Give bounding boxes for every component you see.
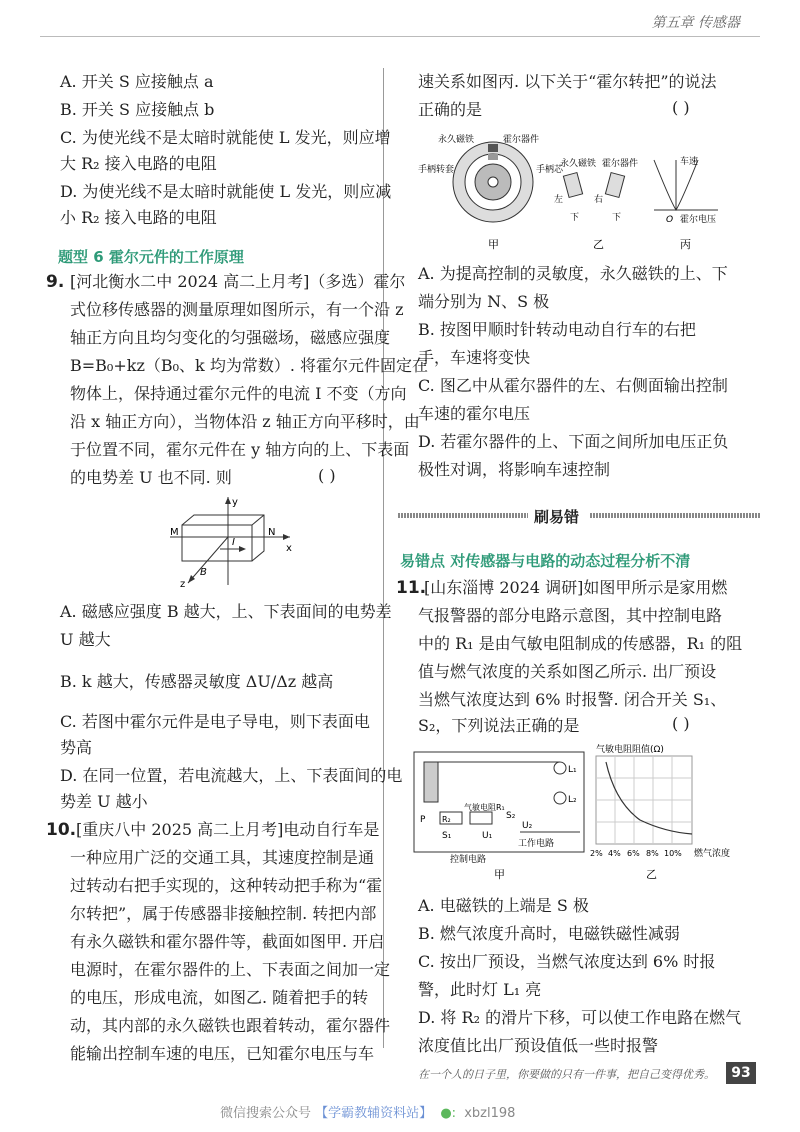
q9-line: [河北衡水二中 2024 高二上月考]（多选）霍尔 <box>70 272 406 291</box>
gas-resistance-graph <box>596 756 692 844</box>
q9-option-a: A. 磁感应强度 B 越大，上、下表面间的电势差 <box>60 602 392 621</box>
label-left: 左 <box>554 195 564 205</box>
footer-motto: 在一个人的日子里，你要做的只有一件事，把自己变得优秀。 <box>418 1068 715 1081</box>
q11-line: [山东淄博 2024 调研]如图甲所示是家用燃 <box>424 578 728 597</box>
q10-option-c-cont: 车速的霍尔电压 <box>418 404 531 423</box>
graph-xlabel: 燃气浓度 <box>694 849 731 859</box>
label-work-circuit: 工作电路 <box>518 839 555 849</box>
label-P: P <box>420 815 426 825</box>
q9-option-d: D. 在同一位置，若电流越大，上、下表面间的电 <box>60 766 403 785</box>
label-B: B <box>200 567 207 578</box>
q8-option-c-cont: 大 R₂ 接入电路的电阻 <box>60 154 217 173</box>
q10-line: 尔转把”，属于传感器非接触控制. 转把内部 <box>70 904 377 923</box>
label-hall-voltage: 霍尔电压 <box>680 215 717 225</box>
column-divider <box>383 68 384 1048</box>
axis-x-label: x <box>286 543 292 554</box>
error-section-heading: 易错点 对传感器与电路的动态过程分析不清 <box>400 552 691 570</box>
q9-number: 9. <box>46 272 65 292</box>
q9-option-b: B. k 越大，传感器灵敏度 ΔU/Δz 越高 <box>60 672 334 691</box>
q9-option-d-cont: 势差 U 越小 <box>60 792 148 811</box>
q9-line: 式位移传感器的测量原理如图所示，有一个沿 z <box>70 300 404 319</box>
q11-answer-paren: ( ) <box>672 714 690 733</box>
graph-ylabel: 气敏电阻阻值(Ω) <box>596 745 664 755</box>
tick-4pct: 4% <box>608 849 621 858</box>
q10-option-b-cont: 手，车速将变快 <box>418 348 531 367</box>
label-down: 下 <box>570 213 580 223</box>
band-left-rule <box>398 513 528 518</box>
q9-line: 于位置不同，霍尔元件在 y 轴方向的上、下表面 <box>70 440 410 459</box>
label-I: I <box>232 537 235 548</box>
label-gas-resistor: 气敏电阻R₁ <box>464 803 505 812</box>
q10-line: [重庆八中 2025 高二上月考]电动自行车是 <box>76 820 380 839</box>
label-core: 手柄芯 <box>536 165 564 175</box>
label-right: 右 <box>594 195 604 205</box>
q11-number: 11. <box>396 578 427 598</box>
q10-option-b: B. 按图甲顺时针转动电动自行车的右把 <box>418 320 696 339</box>
label-hall: 霍尔器件 <box>503 135 540 145</box>
q8-option-c: C. 为使光线不是太暗时就能使 L 发光，则应增 <box>60 128 391 147</box>
q11-option-c: C. 按出厂预设，当燃气浓度达到 6% 时报 <box>418 952 716 971</box>
label-S1: S₁ <box>442 831 452 841</box>
q11-option-c-cont: 警，此时灯 L₁ 亮 <box>418 980 542 999</box>
label-R2: R₂ <box>442 815 451 824</box>
hall-element-figure <box>160 495 300 590</box>
tick-10pct: 10% <box>664 849 682 858</box>
q10-line: 有永久磁铁和霍尔器件等，截面如图甲. 开启 <box>70 932 385 951</box>
q9-line: 物体上，保持通过霍尔元件的电流 I 不变（方向 <box>70 384 407 403</box>
label-L1: L₁ <box>568 765 577 775</box>
q9-line: B=B₀+kz（B₀、k 均为常数）. 将霍尔元件固定在 <box>70 356 428 375</box>
page-number: 93 <box>726 1062 756 1084</box>
label-L2: L₂ <box>568 795 577 805</box>
label-U2: U₂ <box>522 821 533 831</box>
q11-option-d: D. 将 R₂ 的滑片下移，可以使工作电路在燃气 <box>418 1008 742 1027</box>
q8-option-a: A. 开关 S 应接触点 a <box>60 72 214 91</box>
q10-option-a: A. 为提高控制的灵敏度，永久磁铁的上、下 <box>418 264 728 283</box>
watermark-id: xbzl198 <box>464 1106 516 1121</box>
header-rule <box>40 36 760 37</box>
q10-option-a-cont: 端分别为 N、S 极 <box>418 292 550 311</box>
q10-option-d: D. 若霍尔器件的上、下面之间所加电压正负 <box>418 432 729 451</box>
caption-yi: 乙 <box>593 238 604 251</box>
q8-option-d-cont: 小 R₂ 接入电路的电阻 <box>60 208 217 227</box>
q10-line: 一种应用广泛的交通工具，其速度控制是通 <box>70 848 375 867</box>
label-hall-2: 霍尔器件 <box>602 159 639 169</box>
q9-option-c-cont: 势高 <box>60 738 93 757</box>
q11-option-d-cont: 浓度值比出厂预设值低一些时报警 <box>418 1036 659 1055</box>
q9-line: 轴正方向且均匀变化的匀强磁场，磁感应强度 <box>70 328 391 347</box>
chapter-header: 第五章 传感器 <box>651 15 740 31</box>
q9-answer-paren: ( ) <box>318 466 336 485</box>
q10-option-c: C. 图乙中从霍尔器件的左、右侧面输出控制 <box>418 376 728 395</box>
q10-cont-line: 速关系如图丙. 以下关于“霍尔转把”的说法 <box>418 72 717 91</box>
watermark-site: 【学霸教辅资料站】 <box>315 1106 433 1121</box>
caption-jia: 甲 <box>488 238 499 251</box>
band-title: 刷易错 <box>534 508 580 526</box>
label-speed: 车速 <box>680 157 699 167</box>
label-M: M <box>170 527 179 538</box>
q10-line: 能输出控制车速的电压，已知霍尔电压与车 <box>70 1044 375 1063</box>
q11-line: 当燃气浓度达到 6% 时报警. 闭合开关 S₁、 <box>418 690 727 709</box>
caption-bing: 丙 <box>680 238 691 251</box>
wechat-icon: ●: <box>440 1106 457 1121</box>
q10-line: 的电压，形成电流，如图乙. 随着把手的转 <box>70 988 369 1007</box>
hall-throttle-figure <box>418 130 728 252</box>
q9-line: 沿 x 轴正方向），当物体沿 z 轴正方向平移时，由 <box>70 412 420 431</box>
q9-line: 的电势差 U 也不同. 则 <box>70 468 232 487</box>
q11-option-b: B. 燃气浓度升高时，电磁铁磁性减弱 <box>418 924 680 943</box>
watermark-wechat: 微信搜索公众号 <box>220 1106 312 1121</box>
q11-option-a: A. 电磁铁的上端是 S 极 <box>418 896 589 915</box>
q11-line: 气报警器的部分电路示意图，其中控制电路 <box>418 606 723 625</box>
watermark <box>220 1102 515 1121</box>
label-down-2: 下 <box>612 213 622 223</box>
q10-line: 动，其内部的永久磁铁也跟着转动，霍尔器件 <box>70 1016 391 1035</box>
section-heading-6: 题型 6 霍尔元件的工作原理 <box>58 248 244 266</box>
tick-6pct: 6% <box>627 849 640 858</box>
axis-y-label: y <box>232 497 238 508</box>
label-origin: O <box>666 215 674 225</box>
label-control-circuit: 控制电路 <box>450 855 487 865</box>
label-U1: U₁ <box>482 831 493 841</box>
band-right-rule <box>590 513 760 518</box>
label-N: N <box>268 527 276 538</box>
caption-q11-yi: 乙 <box>646 868 657 881</box>
q9-option-c: C. 若图中霍尔元件是电子导电，则下表面电 <box>60 712 370 731</box>
q10-answer-paren: ( ) <box>672 98 690 117</box>
q8-option-d: D. 为使光线不是太暗时就能使 L 发光，则应减 <box>60 182 392 201</box>
q8-option-b: B. 开关 S 应接触点 b <box>60 100 215 119</box>
label-S2: S₂ <box>506 811 516 821</box>
q10-line: 电源时，在霍尔器件的上、下表面之间加一定 <box>70 960 391 979</box>
q11-line: 中的 R₁ 是由气敏电阻制成的传感器，R₁ 的阻 <box>418 634 743 653</box>
q10-option-d-cont: 极性对调，将影响车速控制 <box>418 460 611 479</box>
tick-2pct: 2% <box>590 849 603 858</box>
tick-8pct: 8% <box>646 849 659 858</box>
q10-number: 10. <box>46 820 77 840</box>
q9-option-a-cont: U 越大 <box>60 630 111 649</box>
q11-line: S₂，下列说法正确的是 <box>418 716 580 735</box>
label-sleeve: 手柄转套 <box>418 165 455 175</box>
label-magnet-2: 永久磁铁 <box>560 159 597 169</box>
q10-cont-line: 正确的是 <box>418 100 483 119</box>
axis-z-label: z <box>180 579 186 590</box>
label-magnet: 永久磁铁 <box>438 135 475 145</box>
caption-q11-jia: 甲 <box>494 868 505 881</box>
q11-line: 值与燃气浓度的关系如图乙所示. 出厂预设 <box>418 662 717 681</box>
q10-line: 过转动右把手实现的，这种转动把手称为“霍 <box>70 876 383 895</box>
gas-alarm-figure <box>410 742 750 882</box>
